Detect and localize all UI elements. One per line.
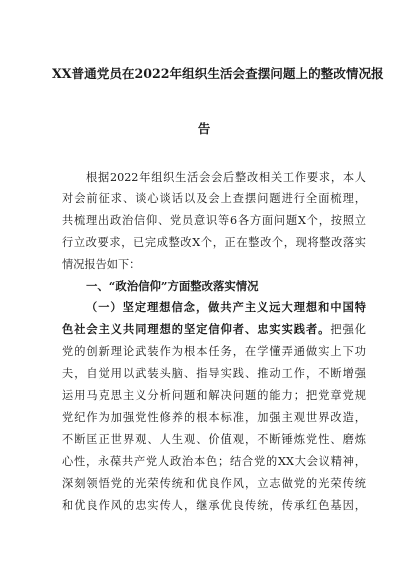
intro-paragraph-line: 根据2022年组织生活会会后整改相关工作要求，本人 xyxy=(86,171,366,184)
intro-paragraph-line: 情况报告如下： xyxy=(62,258,141,271)
intro-paragraph-line: 共梳理出政治信仰、党员意识等6各方面问题X个，按照立 xyxy=(62,214,366,227)
body-paragraph-line: 深刻领悟党的光荣传统和优良作风，立志做党的光荣传统 xyxy=(62,477,366,490)
body-paragraph-line: 党的创新理论武装作为根本任务，在学懂弄通做实上下功 xyxy=(62,345,366,358)
body-paragraph-line: 不断匡正世界观、人生观、价值观，不断锤炼党性、磨炼 xyxy=(62,433,366,446)
body-paragraph-line: 心性，永葆共产党人政治本色；结合党的XX大会议精神， xyxy=(62,455,366,468)
body-paragraph-line: 夫，自觉用以武装头脑、指导实践、推动工作，不断增强 xyxy=(62,367,366,380)
body-paragraph-line: 和优良作风的忠实传人，继承优良传统，传承红色基因， xyxy=(62,499,366,512)
body-text-fragment: 把强化 xyxy=(330,323,366,336)
document-title-line-2: 告 xyxy=(197,121,211,136)
subsection-heading-line-2 xyxy=(62,324,366,335)
subsection-heading-tail: 色社会主义共同理想的坚定信仰者、忠实实践者。 xyxy=(62,322,331,336)
intro-paragraph-line: 行立改要求，已完成整改X个，正在整改个，现将整改落实 xyxy=(62,236,366,249)
section-heading: 一、“政治信仰”方面整改落实情况 xyxy=(86,279,259,293)
subsection-heading-line: （一）坚定理想信念，做共产主义远大理想和中国特 xyxy=(86,300,366,314)
document-title-line-1: XX普通党员在2022年组织生活会查摆问题上的整改情况报 xyxy=(52,66,384,81)
body-paragraph-line: 党纪作为加强党性修养的根本标准，加强主观世界改造， xyxy=(62,411,366,424)
body-paragraph-line: 运用马克思主义分析问题和解决问题的能力；把党章党规 xyxy=(62,389,366,402)
intro-paragraph-line: 对会前征求、谈心谈话以及会上查摆问题进行全面梳理， xyxy=(62,192,366,205)
